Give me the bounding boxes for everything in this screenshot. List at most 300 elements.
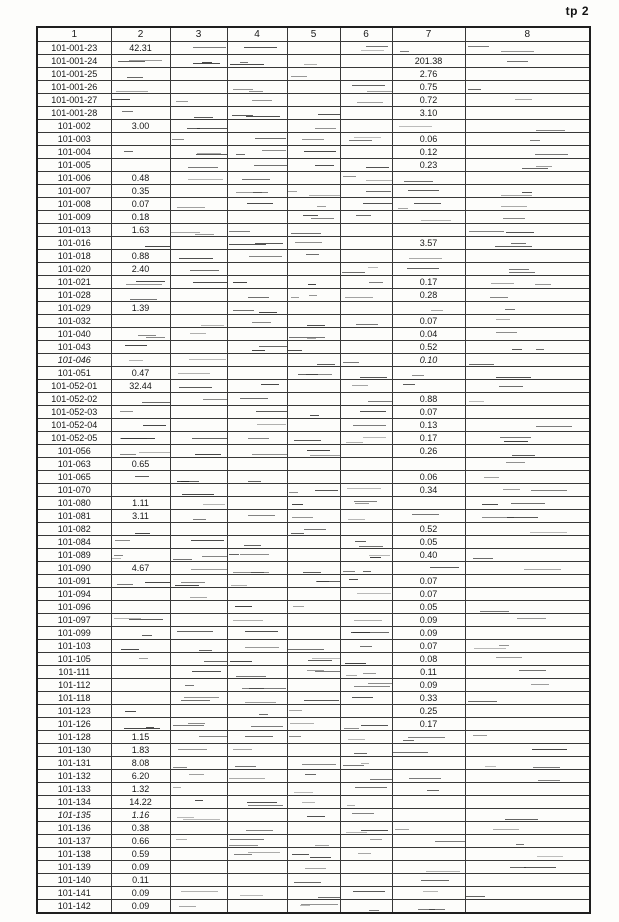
value-cell: 0.09 xyxy=(111,861,170,874)
empty-cell xyxy=(287,302,340,315)
row-id-cell: 101-001-24 xyxy=(37,55,111,68)
scan-artifact xyxy=(370,557,381,558)
value-cell: 0.34 xyxy=(392,484,465,497)
scan-artifact xyxy=(414,203,441,204)
empty-cell xyxy=(111,289,170,302)
empty-cell xyxy=(340,575,392,588)
empty-cell xyxy=(465,107,590,120)
scan-artifact xyxy=(354,620,382,621)
value-cell: 6.20 xyxy=(111,770,170,783)
scan-artifact xyxy=(193,47,226,48)
empty-cell xyxy=(170,718,227,731)
value-cell: 0.35 xyxy=(111,185,170,198)
scan-artifact xyxy=(409,778,441,779)
scan-artifact xyxy=(493,829,519,830)
table-row xyxy=(37,770,590,783)
value-cell: 201.38 xyxy=(392,55,465,68)
empty-cell xyxy=(465,185,590,198)
value-cell: 0.09 xyxy=(392,679,465,692)
empty-cell xyxy=(392,380,465,393)
table-row xyxy=(37,484,590,497)
empty-cell xyxy=(340,237,392,250)
empty-cell xyxy=(340,614,392,627)
scan-artifact xyxy=(517,618,546,619)
scan-artifact xyxy=(146,337,165,338)
empty-cell xyxy=(465,393,590,406)
empty-cell xyxy=(465,133,590,146)
empty-cell xyxy=(170,861,227,874)
scan-artifact xyxy=(412,514,439,515)
scan-artifact xyxy=(403,740,414,741)
empty-cell xyxy=(227,315,287,328)
empty-cell xyxy=(340,94,392,107)
empty-cell xyxy=(340,146,392,159)
empty-cell xyxy=(287,458,340,471)
scan-artifact xyxy=(233,89,253,90)
table-row xyxy=(37,809,590,822)
empty-cell xyxy=(227,432,287,445)
table-row xyxy=(37,536,590,549)
scan-artifact xyxy=(233,282,247,283)
scan-artifact xyxy=(310,455,340,456)
row-id-cell: 101-097 xyxy=(37,614,111,627)
scan-artifact xyxy=(295,242,322,243)
empty-cell xyxy=(465,263,590,276)
scan-artifact xyxy=(117,584,133,585)
scan-artifact xyxy=(358,853,371,854)
scan-artifact xyxy=(368,267,378,268)
scan-artifact xyxy=(230,661,252,662)
table-row xyxy=(37,796,590,809)
empty-cell xyxy=(287,549,340,562)
row-id-cell: 101-003 xyxy=(37,133,111,146)
scan-artifact xyxy=(524,867,556,868)
empty-cell xyxy=(287,185,340,198)
empty-cell xyxy=(287,172,340,185)
scan-artifact xyxy=(248,481,261,482)
table-row xyxy=(37,120,590,133)
empty-cell xyxy=(170,471,227,484)
scan-artifact xyxy=(366,46,388,47)
scan-artifact xyxy=(369,555,390,556)
scan-artifact xyxy=(230,839,264,840)
empty-cell xyxy=(111,601,170,614)
scan-artifact xyxy=(360,646,372,647)
value-cell: 0.72 xyxy=(392,94,465,107)
empty-cell xyxy=(111,666,170,679)
scan-artifact xyxy=(342,272,365,273)
column-header-7: 7 xyxy=(392,27,465,42)
row-id-cell: 101-130 xyxy=(37,744,111,757)
row-id-cell: 101-006 xyxy=(37,172,111,185)
empty-cell xyxy=(287,757,340,770)
scan-artifact xyxy=(177,817,194,818)
empty-cell xyxy=(111,146,170,159)
scan-artifact xyxy=(353,425,386,426)
value-cell: 0.25 xyxy=(392,705,465,718)
scan-artifact xyxy=(499,645,509,646)
empty-cell xyxy=(111,341,170,354)
empty-cell xyxy=(392,796,465,809)
empty-cell xyxy=(111,94,170,107)
empty-cell xyxy=(111,471,170,484)
empty-cell xyxy=(392,211,465,224)
empty-cell xyxy=(227,562,287,575)
scan-artifact xyxy=(236,192,262,193)
empty-cell xyxy=(170,302,227,315)
scan-artifact xyxy=(242,688,264,689)
value-cell: 0.10 xyxy=(392,354,465,367)
empty-cell xyxy=(170,185,227,198)
empty-cell xyxy=(111,692,170,705)
empty-cell xyxy=(287,679,340,692)
empty-cell xyxy=(465,653,590,666)
scan-artifact xyxy=(357,102,383,103)
empty-cell xyxy=(170,627,227,640)
empty-cell xyxy=(287,510,340,523)
empty-cell xyxy=(392,770,465,783)
scan-artifact xyxy=(138,335,156,336)
scan-artifact xyxy=(484,477,499,478)
row-id-cell: 101-081 xyxy=(37,510,111,523)
empty-cell xyxy=(227,484,287,497)
empty-cell xyxy=(111,653,170,666)
scan-artifact xyxy=(537,856,563,857)
empty-cell xyxy=(340,757,392,770)
scan-artifact xyxy=(356,324,378,325)
empty-cell xyxy=(287,861,340,874)
scan-artifact xyxy=(171,232,200,233)
scan-artifact xyxy=(232,115,253,116)
empty-cell xyxy=(465,523,590,536)
empty-cell xyxy=(227,770,287,783)
scan-artifact xyxy=(509,272,535,273)
scan-artifact xyxy=(116,91,148,92)
table-row xyxy=(37,406,590,419)
scan-artifact xyxy=(507,517,538,518)
table-row xyxy=(37,640,590,653)
scan-artifact xyxy=(129,360,143,361)
value-cell: 1.83 xyxy=(111,744,170,757)
scan-artifact xyxy=(183,819,220,820)
empty-cell xyxy=(227,874,287,887)
scan-artifact xyxy=(114,618,141,619)
scan-artifact xyxy=(353,632,389,633)
empty-cell xyxy=(340,692,392,705)
scan-artifact xyxy=(293,606,304,607)
value-cell: 3.00 xyxy=(111,120,170,133)
row-id-cell: 101-141 xyxy=(37,887,111,900)
scan-artifact xyxy=(496,332,517,333)
row-id-cell: 101-123 xyxy=(37,705,111,718)
empty-cell xyxy=(227,640,287,653)
scan-artifact xyxy=(259,714,268,715)
table-row xyxy=(37,328,590,341)
empty-cell xyxy=(170,211,227,224)
empty-cell xyxy=(340,315,392,328)
empty-cell xyxy=(287,822,340,835)
scan-artifact xyxy=(248,297,269,298)
empty-cell xyxy=(170,328,227,341)
scan-artifact xyxy=(355,787,387,788)
empty-cell xyxy=(340,536,392,549)
scan-artifact xyxy=(538,780,560,781)
table-row xyxy=(37,783,590,796)
table-row xyxy=(37,445,590,458)
table-row xyxy=(37,185,590,198)
scan-artifact xyxy=(235,606,252,607)
scan-artifact xyxy=(176,101,188,102)
row-id-cell: 101-043 xyxy=(37,341,111,354)
value-cell: 0.88 xyxy=(111,250,170,263)
empty-cell xyxy=(227,848,287,861)
empty-cell xyxy=(340,744,392,757)
scan-artifact xyxy=(317,206,326,207)
row-id-cell: 101-001-27 xyxy=(37,94,111,107)
scan-artifact xyxy=(309,195,340,196)
table-row xyxy=(37,822,590,835)
scan-artifact xyxy=(469,401,484,402)
value-cell: 0.52 xyxy=(392,341,465,354)
scan-artifact xyxy=(193,519,206,520)
row-id-cell: 101-111 xyxy=(37,666,111,679)
scan-artifact xyxy=(361,50,384,51)
scan-artifact xyxy=(360,377,387,378)
scan-artifact xyxy=(495,246,532,247)
empty-cell xyxy=(465,471,590,484)
empty-cell xyxy=(170,744,227,757)
scan-artifact xyxy=(261,384,279,385)
scan-artifact xyxy=(202,62,212,63)
empty-cell xyxy=(170,510,227,523)
empty-cell xyxy=(465,549,590,562)
empty-cell xyxy=(392,510,465,523)
scan-artifact xyxy=(426,871,460,872)
row-id-cell: 101-089 xyxy=(37,549,111,562)
scan-artifact xyxy=(530,532,567,533)
empty-cell xyxy=(340,627,392,640)
row-id-cell: 101-021 xyxy=(37,276,111,289)
row-id-cell: 101-028 xyxy=(37,289,111,302)
row-id-cell: 101-084 xyxy=(37,536,111,549)
empty-cell xyxy=(227,302,287,315)
scan-artifact xyxy=(357,593,391,594)
scan-artifact xyxy=(348,739,365,740)
empty-cell xyxy=(287,94,340,107)
empty-cell xyxy=(392,562,465,575)
row-id-cell: 101-009 xyxy=(37,211,111,224)
value-cell: 0.47 xyxy=(111,367,170,380)
scan-artifact xyxy=(304,64,317,65)
scan-artifact xyxy=(355,503,369,504)
value-cell: 1.32 xyxy=(111,783,170,796)
value-cell: 0.07 xyxy=(392,640,465,653)
row-id-cell: 101-018 xyxy=(37,250,111,263)
scan-artifact xyxy=(249,688,286,689)
table-row xyxy=(37,679,590,692)
scan-artifact xyxy=(233,572,269,573)
table-row xyxy=(37,588,590,601)
scan-artifact xyxy=(229,244,266,245)
empty-cell xyxy=(170,42,227,55)
empty-cell xyxy=(392,120,465,133)
empty-cell xyxy=(170,250,227,263)
empty-cell xyxy=(287,120,340,133)
empty-cell xyxy=(227,497,287,510)
scan-artifact xyxy=(229,778,265,779)
empty-cell xyxy=(340,55,392,68)
table-row xyxy=(37,666,590,679)
scan-artifact xyxy=(480,611,509,612)
scan-artifact xyxy=(192,438,227,439)
table-row xyxy=(37,614,590,627)
scan-artifact xyxy=(532,749,567,750)
empty-cell xyxy=(392,302,465,315)
empty-cell xyxy=(227,94,287,107)
scan-artifact xyxy=(240,62,248,63)
scan-artifact xyxy=(307,670,324,671)
table-row xyxy=(37,276,590,289)
empty-cell xyxy=(170,731,227,744)
scan-artifact xyxy=(318,114,340,115)
empty-cell xyxy=(287,68,340,81)
scan-artifact xyxy=(522,192,532,193)
scan-artifact xyxy=(315,671,340,672)
empty-cell xyxy=(170,653,227,666)
empty-cell xyxy=(392,42,465,55)
empty-cell xyxy=(340,718,392,731)
row-id-cell: 101-139 xyxy=(37,861,111,874)
value-cell: 0.09 xyxy=(392,614,465,627)
empty-cell xyxy=(170,458,227,471)
scan-artifact xyxy=(315,490,338,491)
empty-cell xyxy=(111,328,170,341)
empty-cell xyxy=(287,484,340,497)
row-id-cell: 101-094 xyxy=(37,588,111,601)
scan-artifact xyxy=(124,728,160,729)
table-row xyxy=(37,575,590,588)
empty-cell xyxy=(392,497,465,510)
empty-cell xyxy=(340,419,392,432)
scan-artifact xyxy=(142,635,152,636)
scan-artifact xyxy=(303,215,318,216)
empty-cell xyxy=(465,354,590,367)
scan-artifact xyxy=(304,700,339,701)
row-id-cell: 101-138 xyxy=(37,848,111,861)
table-row xyxy=(37,705,590,718)
scan-artifact xyxy=(315,845,329,846)
empty-cell xyxy=(340,848,392,861)
scan-artifact xyxy=(473,558,493,559)
scan-artifact xyxy=(346,832,367,833)
empty-cell xyxy=(340,445,392,458)
value-cell: 1.11 xyxy=(111,497,170,510)
empty-cell xyxy=(170,68,227,81)
empty-cell xyxy=(227,458,287,471)
scan-artifact xyxy=(146,727,154,728)
scan-artifact xyxy=(501,195,532,196)
empty-cell xyxy=(392,250,465,263)
empty-cell xyxy=(287,523,340,536)
scan-artifact xyxy=(503,218,525,219)
scan-artifact xyxy=(255,138,286,139)
value-cell: 0.07 xyxy=(111,198,170,211)
empty-cell xyxy=(392,731,465,744)
empty-cell xyxy=(227,822,287,835)
empty-cell xyxy=(287,601,340,614)
row-id-cell: 101-103 xyxy=(37,640,111,653)
empty-cell xyxy=(111,705,170,718)
scan-artifact xyxy=(393,752,428,753)
empty-cell xyxy=(287,783,340,796)
empty-cell xyxy=(392,185,465,198)
scan-artifact xyxy=(188,167,218,168)
value-cell: 0.07 xyxy=(392,406,465,419)
row-id-cell: 101-135 xyxy=(37,809,111,822)
scan-artifact xyxy=(301,904,338,905)
empty-cell xyxy=(287,419,340,432)
empty-cell xyxy=(170,783,227,796)
column-header-4: 4 xyxy=(227,27,287,42)
empty-cell xyxy=(227,211,287,224)
table-row xyxy=(37,315,590,328)
scan-artifact xyxy=(354,137,381,138)
table-body xyxy=(37,42,590,914)
empty-cell xyxy=(392,367,465,380)
empty-cell xyxy=(392,848,465,861)
empty-cell xyxy=(170,380,227,393)
empty-cell xyxy=(340,120,392,133)
empty-cell xyxy=(227,731,287,744)
scan-artifact xyxy=(246,116,280,117)
empty-cell xyxy=(287,328,340,341)
scan-artifact xyxy=(511,503,545,504)
empty-cell xyxy=(170,224,227,237)
scan-artifact xyxy=(249,91,263,92)
empty-cell xyxy=(465,848,590,861)
scan-artifact xyxy=(235,766,256,767)
scan-artifact xyxy=(506,232,534,233)
scan-artifact xyxy=(178,373,210,374)
empty-cell xyxy=(227,55,287,68)
empty-cell xyxy=(227,393,287,406)
empty-cell xyxy=(227,68,287,81)
scan-artifact xyxy=(516,844,524,845)
scan-artifact xyxy=(195,454,221,455)
empty-cell xyxy=(392,757,465,770)
scan-artifact xyxy=(130,299,157,300)
row-id-cell: 101-008 xyxy=(37,198,111,211)
empty-cell xyxy=(227,536,287,549)
table-row xyxy=(37,848,590,861)
scan-artifact xyxy=(173,559,192,560)
empty-cell xyxy=(111,354,170,367)
scan-artifact xyxy=(118,61,145,62)
empty-cell xyxy=(287,250,340,263)
empty-cell xyxy=(340,640,392,653)
scan-artifact xyxy=(290,723,314,724)
empty-cell xyxy=(465,536,590,549)
value-cell: 4.67 xyxy=(111,562,170,575)
scan-artifact xyxy=(312,658,340,659)
empty-cell xyxy=(465,796,590,809)
empty-cell xyxy=(340,159,392,172)
empty-cell xyxy=(111,627,170,640)
empty-cell xyxy=(340,666,392,679)
empty-cell xyxy=(170,198,227,211)
empty-cell xyxy=(340,510,392,523)
empty-cell xyxy=(170,562,227,575)
